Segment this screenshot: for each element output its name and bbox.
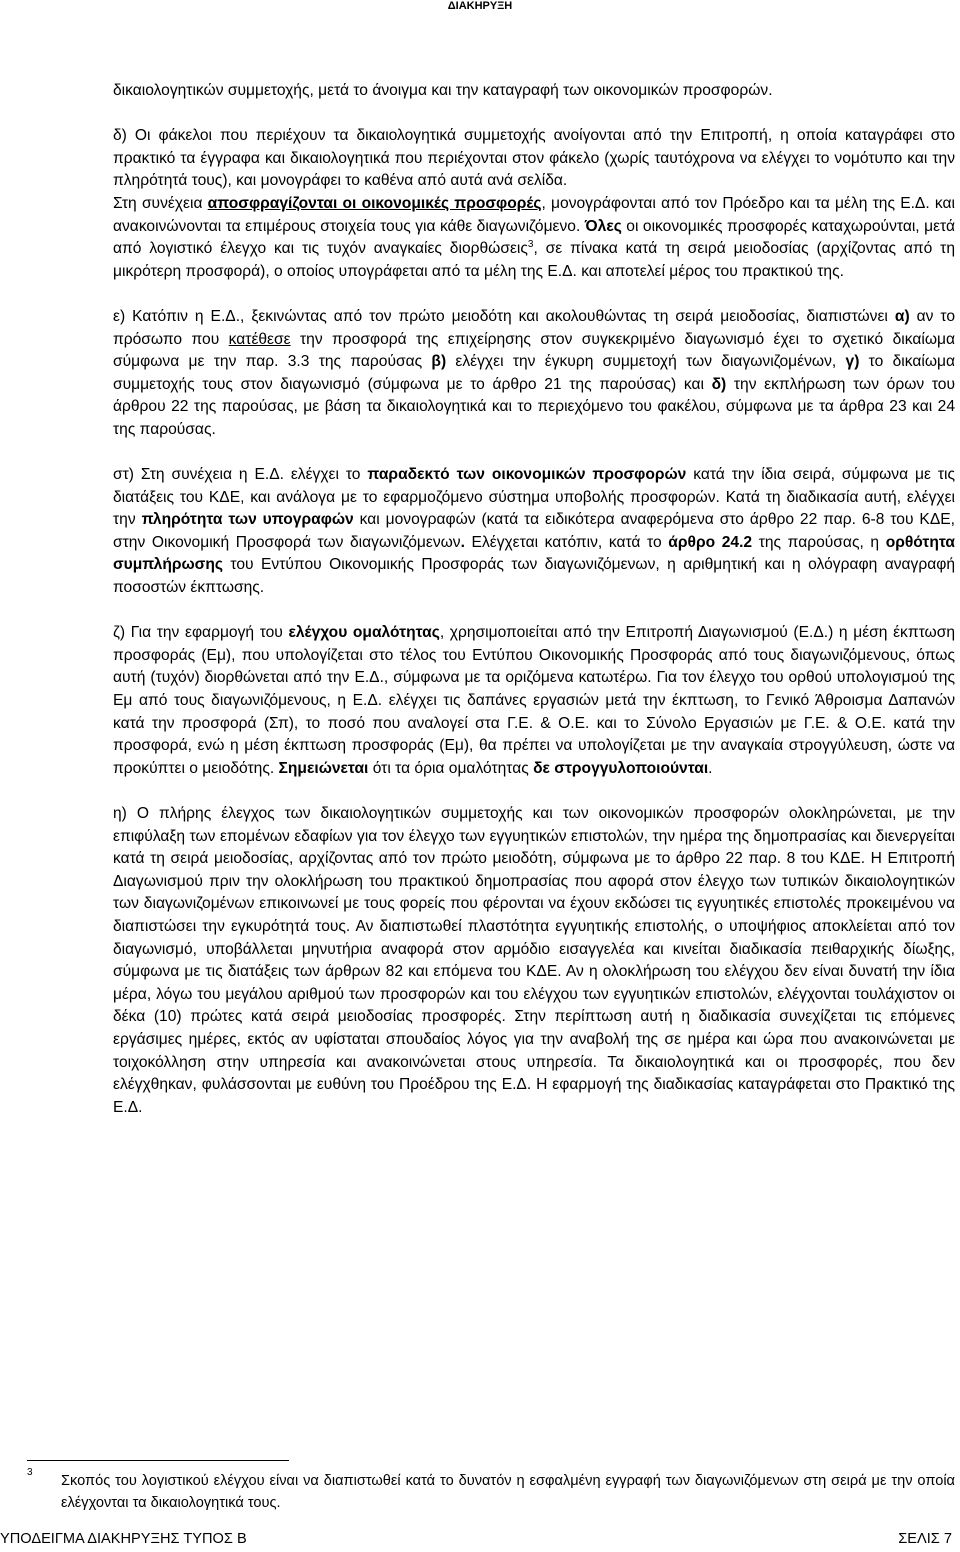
text-span: το δικαίωμα συμμετοχής τους στον διαγωνισμό (σύμφωνα με το άρθρο 21 της παρούσας) και bbox=[113, 353, 955, 393]
paragraph-z bbox=[113, 622, 955, 780]
emphasis-text: αποσφραγίζονται οι οικονομικές προσφορές bbox=[207, 194, 542, 212]
footnote-number: 3 bbox=[27, 1467, 33, 1478]
emphasis-text: α) bbox=[894, 307, 910, 325]
emphasis-text: άρθρο 24.2 bbox=[668, 533, 753, 551]
text-span: Ελέγχεται κατόπιν, κατά το bbox=[464, 533, 669, 551]
footer-document-type: ΥΠΟΔΕΙΓΜΑ ΔΙΑΚΗΡΥΞΗΣ ΤΥΠΟΣ Β bbox=[0, 1531, 247, 1547]
emphasis-text: Όλες bbox=[584, 217, 622, 235]
paragraph-h: η) Ο πλήρης έλεγχος των δικαιολογητικών συμμετοχής και των οικονομικών προσφορών ολοκληρώνεται, με την επιφύλαξη των επομένων εδαφίων για τον έλεγχο των εγγυητικών επιστολών, την ημέρα της δημοπρασίας και διενεργείται κατά τη σειρά μειοδοσίας, αρχίζοντας από τον πρώτο μειοδότη, σύμφωνα με το άρθρο 22 παρ. 8 του ΚΔΕ. Η Επιτροπή Διαγωνισμού πριν την ολοκλήρωση του πρακτικού δημοπρασίας που αφορά στον έλεγχο των τυπικών δικαιολογητικών των διαγωνιζομένων επικοινωνεί με τους φορείς που φέρονται να έχουν εκδώσει τις εγγυητικές επιστολές προκειμένου να διαπιστώσει την εγκυρότητά τους. Αν διαπιστωθεί πλαστότητα εγγυητικής επιστολής, ο υποψήφιος αποκλείεται από τον διαγωνισμό, υποβάλλεται μηνυτήρια αναφορά στον αρμόδιο εισαγγελέα και κινείται διαδικασία πειθαρχικής δίωξης, σύμφωνα με τις διατάξεις των άρθρων 82 και επόμενα του ΚΔΕ. Αν η ολοκλήρωση του ελέγχου δεν είναι δυνατή την ίδια μέρα, λόγω του μεγάλου αριθμού των προσφορών και του ελέγχου των εγγυητικών επιστολών, ελέγχονται τουλάχιστον οι δέκα (10) πρώτες κατά σειρά μειοδοσίας προσφορές. Στην περίπτωση αυτή η διαδικασία συνεχίζεται τις επόμενες εργάσιμες ημέρες, εκτός αν υφίσταται σπουδαίος λόγος για την αναβολή της σε ημέρα και ώρα που ανακοινώνεται με τοιχοκόλληση στην υπηρεσία και ανακοινώνεται στους υπηρεσία. Τα δικαιολογητικά και οι προσφορές, που δεν ελέγχθηκαν, φυλάσσονται με ευθύνη του Προέδρου της Ε.Δ. Η εφαρμογή της διαδικασίας καταγράφεται στο Πρακτικό της Ε.Δ. bbox=[113, 805, 955, 1116]
text-span: και μονογραφών (κατά τα ειδικότερα αναφερόμενα στο άρθρο 22 παρ. 6-8 του ΚΔΕ, στην Οικονομική Προσφορά των διαγωνιζόμενων bbox=[113, 511, 955, 551]
text-span: ελέγχει την έγκυρη συμμετοχή των διαγωνιζομένων, bbox=[446, 353, 846, 371]
emphasis-text: παραδεκτό των οικονομικών προσφορών bbox=[367, 466, 687, 484]
emphasis-text: γ) bbox=[845, 353, 860, 371]
emphasis-text: . bbox=[460, 533, 465, 551]
emphasis-text: δ) bbox=[711, 375, 727, 393]
document-body bbox=[113, 80, 955, 1119]
emphasis-text: ορθότητα συμπλήρωσης bbox=[113, 533, 955, 574]
emphasis-text: β) bbox=[431, 353, 447, 371]
footer-page-number: ΣΕΛΙΣ 7 bbox=[898, 1531, 952, 1547]
text-span: στ) Στη συνέχεια η Ε.Δ. ελέγχει το bbox=[113, 466, 368, 484]
text-span: κατά την ίδια σειρά, σύμφωνα με τις διατάξεις του ΚΔΕ, και ανάλογα με το εφαρμοζόμενο σύστημα υποβολής προσφορών. Κατά τη διαδικασία αυτή, ελέγχει την bbox=[113, 466, 955, 529]
text-span: οι οικονομικές προσφορές καταχωρούνται, μετά από λογιστικό έλεγχο και τις τυχόν αναγκαίες διορθώσεις bbox=[113, 217, 955, 258]
text-span: , σε πίνακα κατά τη σειρά μειοδοσίας (αρχίζοντας από τη μικρότερη προσφορά), ο οποίος υπογράφεται από τα μέλη της Ε.Δ. και αποτελεί μέρος του πρακτικού της. bbox=[113, 240, 955, 280]
text-span: αν το πρόσωπο που bbox=[113, 307, 955, 348]
text-span: ότι τα όρια ομαλότητας bbox=[368, 759, 534, 777]
text-span: ζ) Για την εφαρμογή του bbox=[113, 624, 289, 642]
footnote-text: Σκοπός του λογιστικού ελέγχου είναι να διαπιστωθεί κατά το δυνατόν η εσφαλμένη εγγραφή των διαγωνιζόμενων στη σειρά με την οποία ελέγχονται τα δικαιολογητικά τους. bbox=[61, 1473, 955, 1511]
emphasis-text: δε στρογγυλοποιούνται bbox=[533, 759, 709, 777]
text-span: του Εντύπου Οικονομικής Προσφοράς των διαγωνιζόμενων, η αριθμητική και η ολόγραφη αναγραφή ποσοστών έκπτωσης. bbox=[113, 556, 955, 597]
text-span: ε) Κατόπιν η Ε.Δ., ξεκινώντας από τον πρώτο μειοδότη και ακολουθώντας τη σειρά μειοδοσίας, διαπιστώνει bbox=[113, 307, 895, 325]
footnote-separator bbox=[27, 1460, 289, 1461]
emphasis-text: ελέγχου ομαλότητας bbox=[288, 624, 440, 642]
footnote bbox=[27, 1467, 955, 1514]
text-span: της παρούσας, η bbox=[752, 533, 886, 551]
document-header bbox=[0, 0, 960, 12]
header-title: ΔΙΑΚΗΡΥΞΗ bbox=[447, 0, 513, 12]
text-span: την προσφορά της επιχείρησης στον συγκεκριμένο διαγωνισμό έχει το σχετικό δικαίωμα σύμφωνα με την παρ. 3.3 της παρούσας bbox=[113, 330, 955, 371]
text-span: , μονογράφονται από τον Πρόεδρο και τα μέλη της Ε.Δ. και ανακοινώνονται τα επιμέρους στοιχεία τους για κάθε διαγωνιζόμενο. bbox=[113, 194, 955, 235]
text-span: την εκπλήρωση των όρων του άρθρου 22 της παρούσας, με βάση τα δικαιολογητικά και το περιεχόμενο του φακέλου, σύμφωνα με τα άρθρα 23 και 24 της παρούσας. bbox=[113, 375, 955, 438]
emphasis-text: Σημειώνεται bbox=[278, 759, 369, 777]
footnote-ref[interactable]: 3 bbox=[527, 238, 534, 250]
paragraph-continuation: δικαιολογητικών συμμετοχής, μετά το άνοιγμα και την καταγραφή των οικονομικών προσφορών. bbox=[113, 82, 773, 99]
paragraph-e bbox=[113, 306, 955, 442]
paragraph-financial-offers bbox=[113, 193, 955, 283]
text-span: . bbox=[708, 759, 713, 777]
emphasis-text: πληρότητα των υπογραφών bbox=[141, 511, 354, 529]
paragraph-st bbox=[113, 464, 955, 600]
paragraph-d: δ) Οι φάκελοι που περιέχουν τα δικαιολογητικά συμμετοχής ανοίγονται από την Επιτροπή, η οποία καταγράφει στο πρακτικό τα έγγραφα και δικαιολογητικά που περιέχονται στον φάκελο (χωρίς ταυτόχρονα να ελέγχει το νομότυπο και την πληρότητά τους), και μονογράφει το καθένα από αυτά ανά σελίδα. bbox=[113, 127, 955, 190]
underlined-text: κατέθεσε bbox=[228, 330, 291, 348]
text-span: Στη συνέχεια bbox=[113, 194, 208, 212]
text-span: , χρησιμοποιείται από την Επιτροπή Διαγωνισμού (Ε.Δ.) η μέση έκπτωση προσφοράς (Εμ), που υπολογίζεται στο τέλος του Εντύπου Οικονομικής Προσφοράς από τους διαγωνιζόμενους, όπως αυτή (τυχόν) διορθώνεται από την Ε.Δ., σύμφωνα με τα οριζόμενα κατωτέρω. Για τον έλεγχο του ορθού υπολογισμού της Εμ από τους διαγωνιζόμενους, η Ε.Δ. ελέγχει τις δαπάνες εργασιών μετά την έκπτωση, το Γενικό Άθροισμα Δαπανών κατά την προσφορά (Σπ), το ποσό που αναλογεί στα Γ.Ε. & Ο.Ε. και το Σύνολο Εργασιών με Γ.Ε. & Ο.Ε. κατά την προσφορά, ενώ η μέση έκπτωση προσφοράς (Εμ), θα πρέπει να υπολογίζεται με την αναγκαία στρογγύλευση, ώστε να προκύπτει ο μειοδότης. bbox=[113, 624, 955, 777]
